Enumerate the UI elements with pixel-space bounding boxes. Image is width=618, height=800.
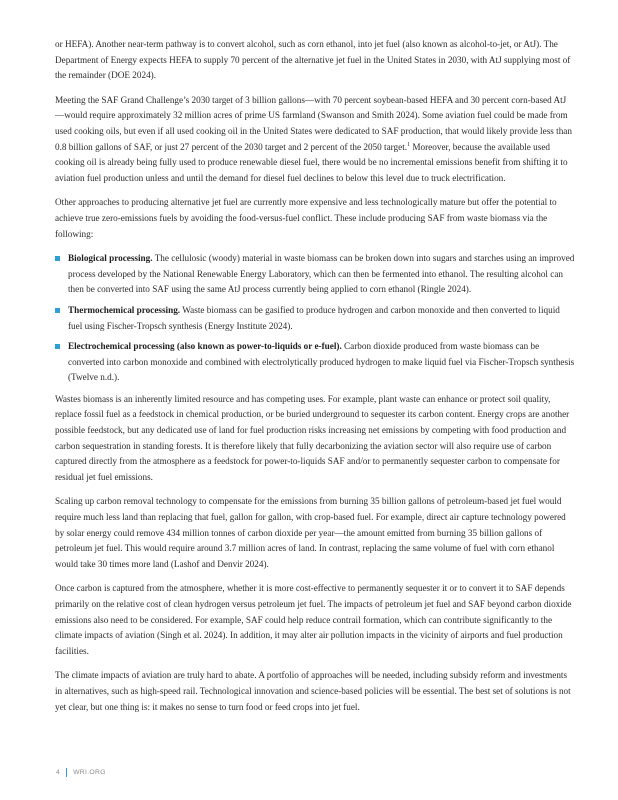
footer-divider <box>66 768 67 777</box>
page-footer <box>56 768 106 777</box>
bullet-text: Carbon dioxide produced from waste biomass can be converted into carbon monoxide and combined with electrolytically produced hydrogen to make liquid fuel via Fischer-Tropsch synthesis (Twelve n.d.). <box>68 341 575 383</box>
square-bullet-icon <box>55 344 60 349</box>
page-number: 4 <box>56 769 61 776</box>
bullet-term: Biological processing. <box>68 253 153 264</box>
square-bullet-icon <box>55 308 60 313</box>
paragraph: or HEFA). Another near-term pathway is to convert alcohol, such as corn ethanol, into jet fuel (also known as alcohol-to-jet, or AtJ). The Department of Energy expects HEFA to supply 70 percent of the alternative jet fuel in the United States in 2030, with AtJ supplying most of the remainder (DOE 2024). <box>55 39 571 81</box>
paragraph-text: Moreover, because the available used cooking oil is already being fully used to produce renewable diesel fuel, there would be no incremental emissions benefit from shifting it to aviation fuel production unless and until the demand for diesel fuel declines to below this level due to truck electrification. <box>55 141 568 183</box>
bullet-list <box>55 251 575 386</box>
paragraph <box>55 93 575 187</box>
bullet-text: Waste biomass can be gasified to produce hydrogen and carbon monoxide and then converted to liquid fuel using Fischer-Tropsch synthesis (Energy Institute 2024). <box>68 304 560 331</box>
paragraph: Wastes biomass is an inherently limited resource and has competing uses. For example, plant waste can enhance or protect soil quality, replace fossil fuel as a feedstock in chemical production, or be buried underground to sequester its carbon content. Energy crops are another possible feedstock, but any dedicated use of land for fuel production risks increasing net emissions by competing with food production and carbon sequestration in standing forests. It is therefore likely that fully decarbonizing the aviation sector will also require use of carbon captured directly from the atmosphere as a feedstock for power-to-liquids SAF and/or to permanently sequester carbon to compensate for residual jet fuel emissions. <box>55 393 570 482</box>
paragraph: Once carbon is captured from the atmosphere, whether it is more cost-effective to permanently sequester it or to convert it to SAF depends primarily on the relative cost of clean hydrogen versus petroleum jet fuel. The impacts of petroleum jet fuel and SAF beyond carbon dioxide emissions also need to be considered. For example, SAF could help reduce contrail formation, which can contribute significantly to the climate impacts of aviation (Singh et al. 2024). In addition, it may alter air pollution impacts in the vicinity of airports and fuel production facilities. <box>55 583 572 656</box>
bullet-term: Thermochemical processing. <box>68 304 181 315</box>
paragraph: Other approaches to producing alternative jet fuel are currently more expensive and less technologically mature but offer the potential to achieve true zero-emissions fuels by avoiding the food-versus-fuel conflict. These include producing SAF from waste biomass via the following: <box>55 197 557 239</box>
bullet-term: Electrochemical processing (also known as power-to-liquids or e-fuel). <box>68 341 342 352</box>
list-item <box>55 303 575 334</box>
body-text <box>55 37 575 724</box>
paragraph: Scaling up carbon removal technology to compensate for the emissions from burning 35 billion gallons of petroleum-based jet fuel would require much less land than replacing that fuel, gallon for gallon, with crop-based fuel. For example, direct air capture technology powered by solar energy could remove 434 million tonnes of carbon dioxide per year—the amount emitted from burning 35 billion gallons of petroleum jet fuel. This would require around 3.7 million acres of land. In contrast, replacing the same volume of fuel with corn ethanol would take 30 times more land (Lashof and Denvir 2024). <box>55 496 566 569</box>
list-item <box>55 251 575 298</box>
bullet-text: The cellulosic (woody) material in waste biomass can be broken down into sugars and starches using an improved process developed by the National Renewable Energy Laboratory, which can then be fermented into ethanol. The resulting alcohol can then be converted into SAF using the same AtJ process currently being applied to corn ethanol (Ringle 2024). <box>68 253 575 295</box>
list-item <box>55 339 575 386</box>
square-bullet-icon <box>55 256 60 261</box>
footnote-ref[interactable]: 1 <box>407 141 411 148</box>
site-link[interactable]: WRI.ORG <box>73 769 106 776</box>
paragraph-text: Meeting the SAF Grand Challenge’s 2030 target of 3 billion gallons—with 70 percent soybean-based HEFA and 30 percent corn-based AtJ—would require approximately 32 million acres of prime US farmland (Swanson and Smith 2024). Some aviation fuel could be made from used cooking oils, but even if all used cooking oil in the United States were dedicated to SAF production, that would likely provide less than 0.8 billion gallons of SAF, or just 27 percent of the 2030 target and 2 percent of the 2050 target. <box>55 94 572 152</box>
paragraph: The climate impacts of aviation are truly hard to abate. A portfolio of approaches will be needed, including subsidy reform and investments in alternatives, such as high-speed rail. Technological innovation and science-based policies will be essential. The best set of solutions is not yet clear, but one thing is: it makes no sense to turn food or feed crops into jet fuel. <box>55 670 571 712</box>
